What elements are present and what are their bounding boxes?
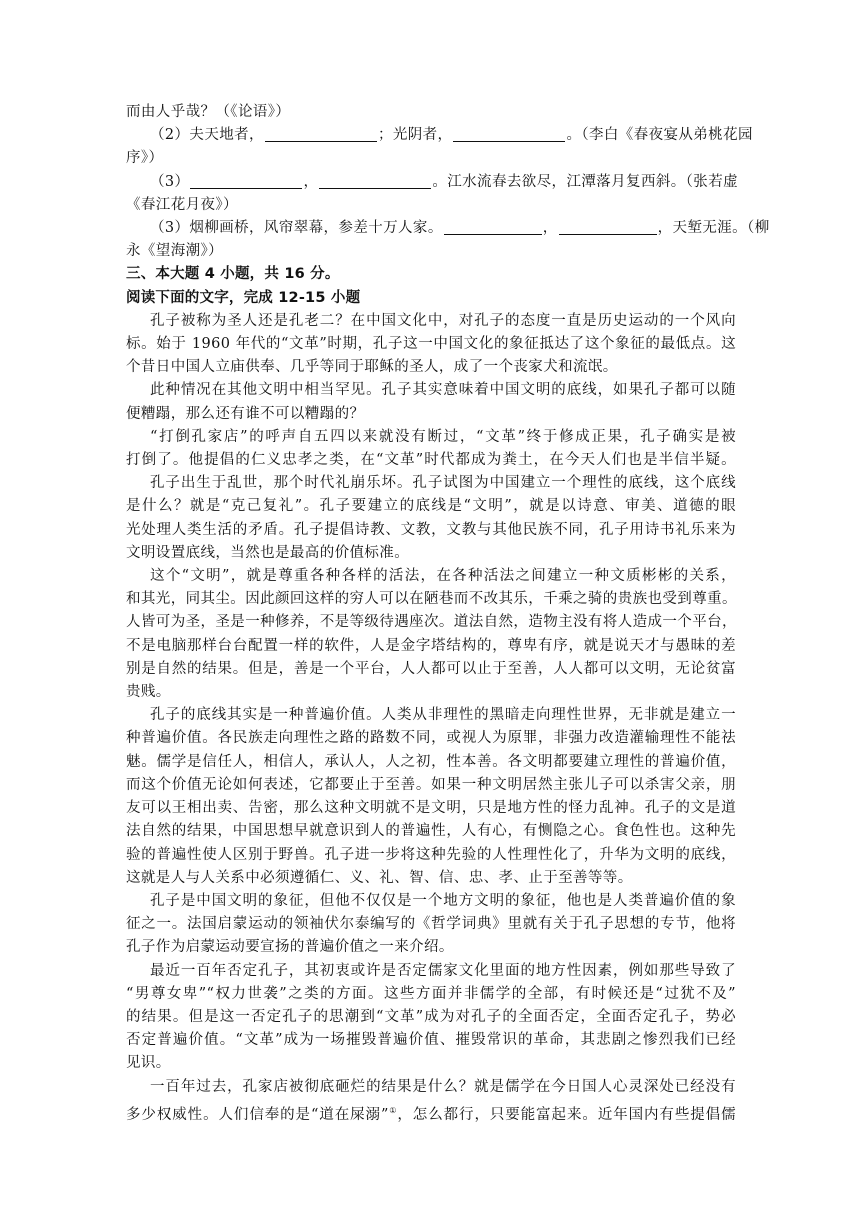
article-line: 光处理人类生活的矛盾。孔子提倡诗教、文教，文教与其他民族不同，孔子用诗书礼乐来为 xyxy=(126,521,736,538)
article-line: 的结果。但是这一否定孔子的思潮到“文革”成为对孔子的全面否定，全面否定孔子，势必 xyxy=(126,1008,736,1025)
article-line: 孔子作为启蒙运动要宣扬的普遍价值之一来介绍。 xyxy=(126,939,454,956)
article-line: 魅。儒学是信任人，相信人，承认人，人之初，性本善。各文明都要建立理性的普遍价值， xyxy=(126,753,736,770)
section-heading: 三、本大题 4 小题，共 16 分。 xyxy=(126,266,340,283)
article-line: 种普遍价值。各民族走向理性之路的路数不同，或视人为原罪，非强力改造灌输理性不能祛 xyxy=(126,730,736,747)
article-line: 孔子出生于乱世，那个时代礼崩乐坏。孔子试图为中国建立一个理性的底线，这个底线 xyxy=(150,475,736,492)
article-line: 标。始于 1960 年代的“文革”时期，孔子这一中国文化的象征抵达了这个象征的最低点。这 xyxy=(126,336,736,353)
article-line: 孔子是中国文明的象征，但他不仅仅是一个地方文明的象征，他也是人类普遍价值的象 xyxy=(150,892,736,909)
answer-blank[interactable] xyxy=(559,219,657,235)
article-line: “男尊女卑”“权力世袭”之类的方面。这些方面并非儒学的全部，有时候还是“过犹不及” xyxy=(126,985,736,1002)
article-line: 法自然的结果，中国思想早就意识到人的普遍性，人有心，有恻隐之心。食色性也。这种先 xyxy=(126,823,736,840)
article-line: 是什么？就是“克己复礼”。孔子要建立的底线是“文明”，就是以诗意、审美、道德的眼 xyxy=(126,498,736,515)
article-line: 否定普遍价值。“文革”成为一场摧毁普遍价值、摧毁常识的革命，其悲剧之惨烈我们已经 xyxy=(126,1032,736,1049)
article-line: 便糟蹋，那么还有谁不可以糟蹋的？ xyxy=(126,405,365,422)
answer-blank[interactable] xyxy=(190,173,302,189)
article-line: 最近一百年否定孔子，其初衷或许是否定儒家文化里面的地方性因素，例如那些导致了 xyxy=(150,962,736,979)
answer-blank[interactable] xyxy=(319,173,431,189)
article-line: 不是电脑那样台台配置一样的软件，人是金字塔结构的，尊卑有序，就是说天才与愚昧的差 xyxy=(126,637,736,654)
answer-blank[interactable] xyxy=(453,126,565,142)
article-line: 这就是人与人关系中必须遵循仁、义、礼、智、信、忠、孝、止于至善等等。 xyxy=(126,869,633,886)
article-line: 而这个价值无论如何表述，它都要止于至善。如果一种文明居然主张儿子可以杀害父亲，朋 xyxy=(126,776,736,793)
article-line: 多少权威性。人们信奉的是“道在屎溺”①，怎么都行，只要能富起来。近年国内有些提倡儒 xyxy=(126,1105,736,1123)
article-line: “打倒孔家店”的呼声自五四以来就没有断过，“文革”终于修成正果，孔子确实是被 xyxy=(150,428,736,445)
article-body xyxy=(126,310,736,1127)
article-line: 文明设置底线，当然也是最高的价值标准。 xyxy=(126,544,410,561)
article-line: 别是自然的结果。但是，善是一个平台，人人都可以止于至善，人人都可以文明，无论贫富 xyxy=(126,660,736,677)
exam-page xyxy=(126,101,770,1127)
q11-line-5: 《春江花月夜》） xyxy=(126,196,238,213)
article-line: 验的普遍性使人区别于野兽。孔子进一步将这种先验的人性理性化了，升华为文明的底线， xyxy=(126,846,736,863)
article-line: 友可以王相出卖、告密，那么这种文明就不是文明，只是地方性的怪力乱神。孔子的文是道 xyxy=(126,800,736,817)
q11-line-7: 永《望海潮》） xyxy=(126,243,224,260)
answer-blank[interactable] xyxy=(444,219,542,235)
q11-item-3b: （3）烟柳画桥，风帘翠幕，参差十万人家。 ， ，天堑无涯。（柳 xyxy=(150,220,770,237)
q11-line-1: 而由人乎哉？（《论语》） xyxy=(126,104,291,120)
section-instruction: 阅读下面的文字，完成 12-15 小题 xyxy=(126,289,361,306)
article-line: 此种情况在其他文明中相当罕见。孔子其实意味着中国文明的底线，如果孔子都可以随 xyxy=(150,382,736,399)
article-line: 孔子的底线其实是一种普遍价值。人类从非理性的黑暗走向理性世界，无非就是建立一 xyxy=(150,707,736,724)
article-line: 见识。 xyxy=(126,1055,171,1072)
article-line: 孔子被称为圣人还是孔老二？在中国文化中，对孔子的态度一直是历史运动的一个风向 xyxy=(150,312,736,329)
article-line: 打倒了。他提倡的仁义忠孝之类，在“文革”时代都成为粪土，在今天人们也是半信半疑。 xyxy=(126,452,736,469)
article-line: 一百年过去，孔家店被彻底砸烂的结果是什么？就是儒学在今日国人心灵深处已经没有 xyxy=(150,1078,736,1095)
answer-blank[interactable] xyxy=(265,126,377,142)
article-line: 个昔日中国人立庙供奉、几乎等同于耶稣的圣人，成了一个丧家犬和流氓。 xyxy=(126,359,618,376)
article-line: 这个“文明”，就是尊重各种各样的活法，在各种活法之间建立一种文质彬彬的关系， xyxy=(150,568,736,585)
q11-line-3: 序》） xyxy=(126,150,164,167)
q11-item-3: （3） ， 。江水流春去欲尽，江潭落月复西斜。（张若虚 xyxy=(150,173,738,190)
article-line: 和其光，同其尘。因此颜回这样的穷人可以在陋巷而不改其乐，千乘之骑的贵族也受到尊重。 xyxy=(126,591,737,608)
article-line: 征之一。法国启蒙运动的领袖伏尔泰编写的《哲学词典》里就有关于孔子思想的专节，他将 xyxy=(126,916,736,933)
article-line: 人皆可为圣，圣是一种修养，不是等级待遇座次。道法自然，造物主没有将人造成一个平台， xyxy=(126,614,737,631)
footnote-marker[interactable]: ① xyxy=(388,1105,398,1115)
article-line: 贵贱。 xyxy=(126,684,171,701)
q11-item-2: （2）夫天地者， ；光阴者， 。（李白《春夜宴从弟桃花园 xyxy=(150,127,753,144)
